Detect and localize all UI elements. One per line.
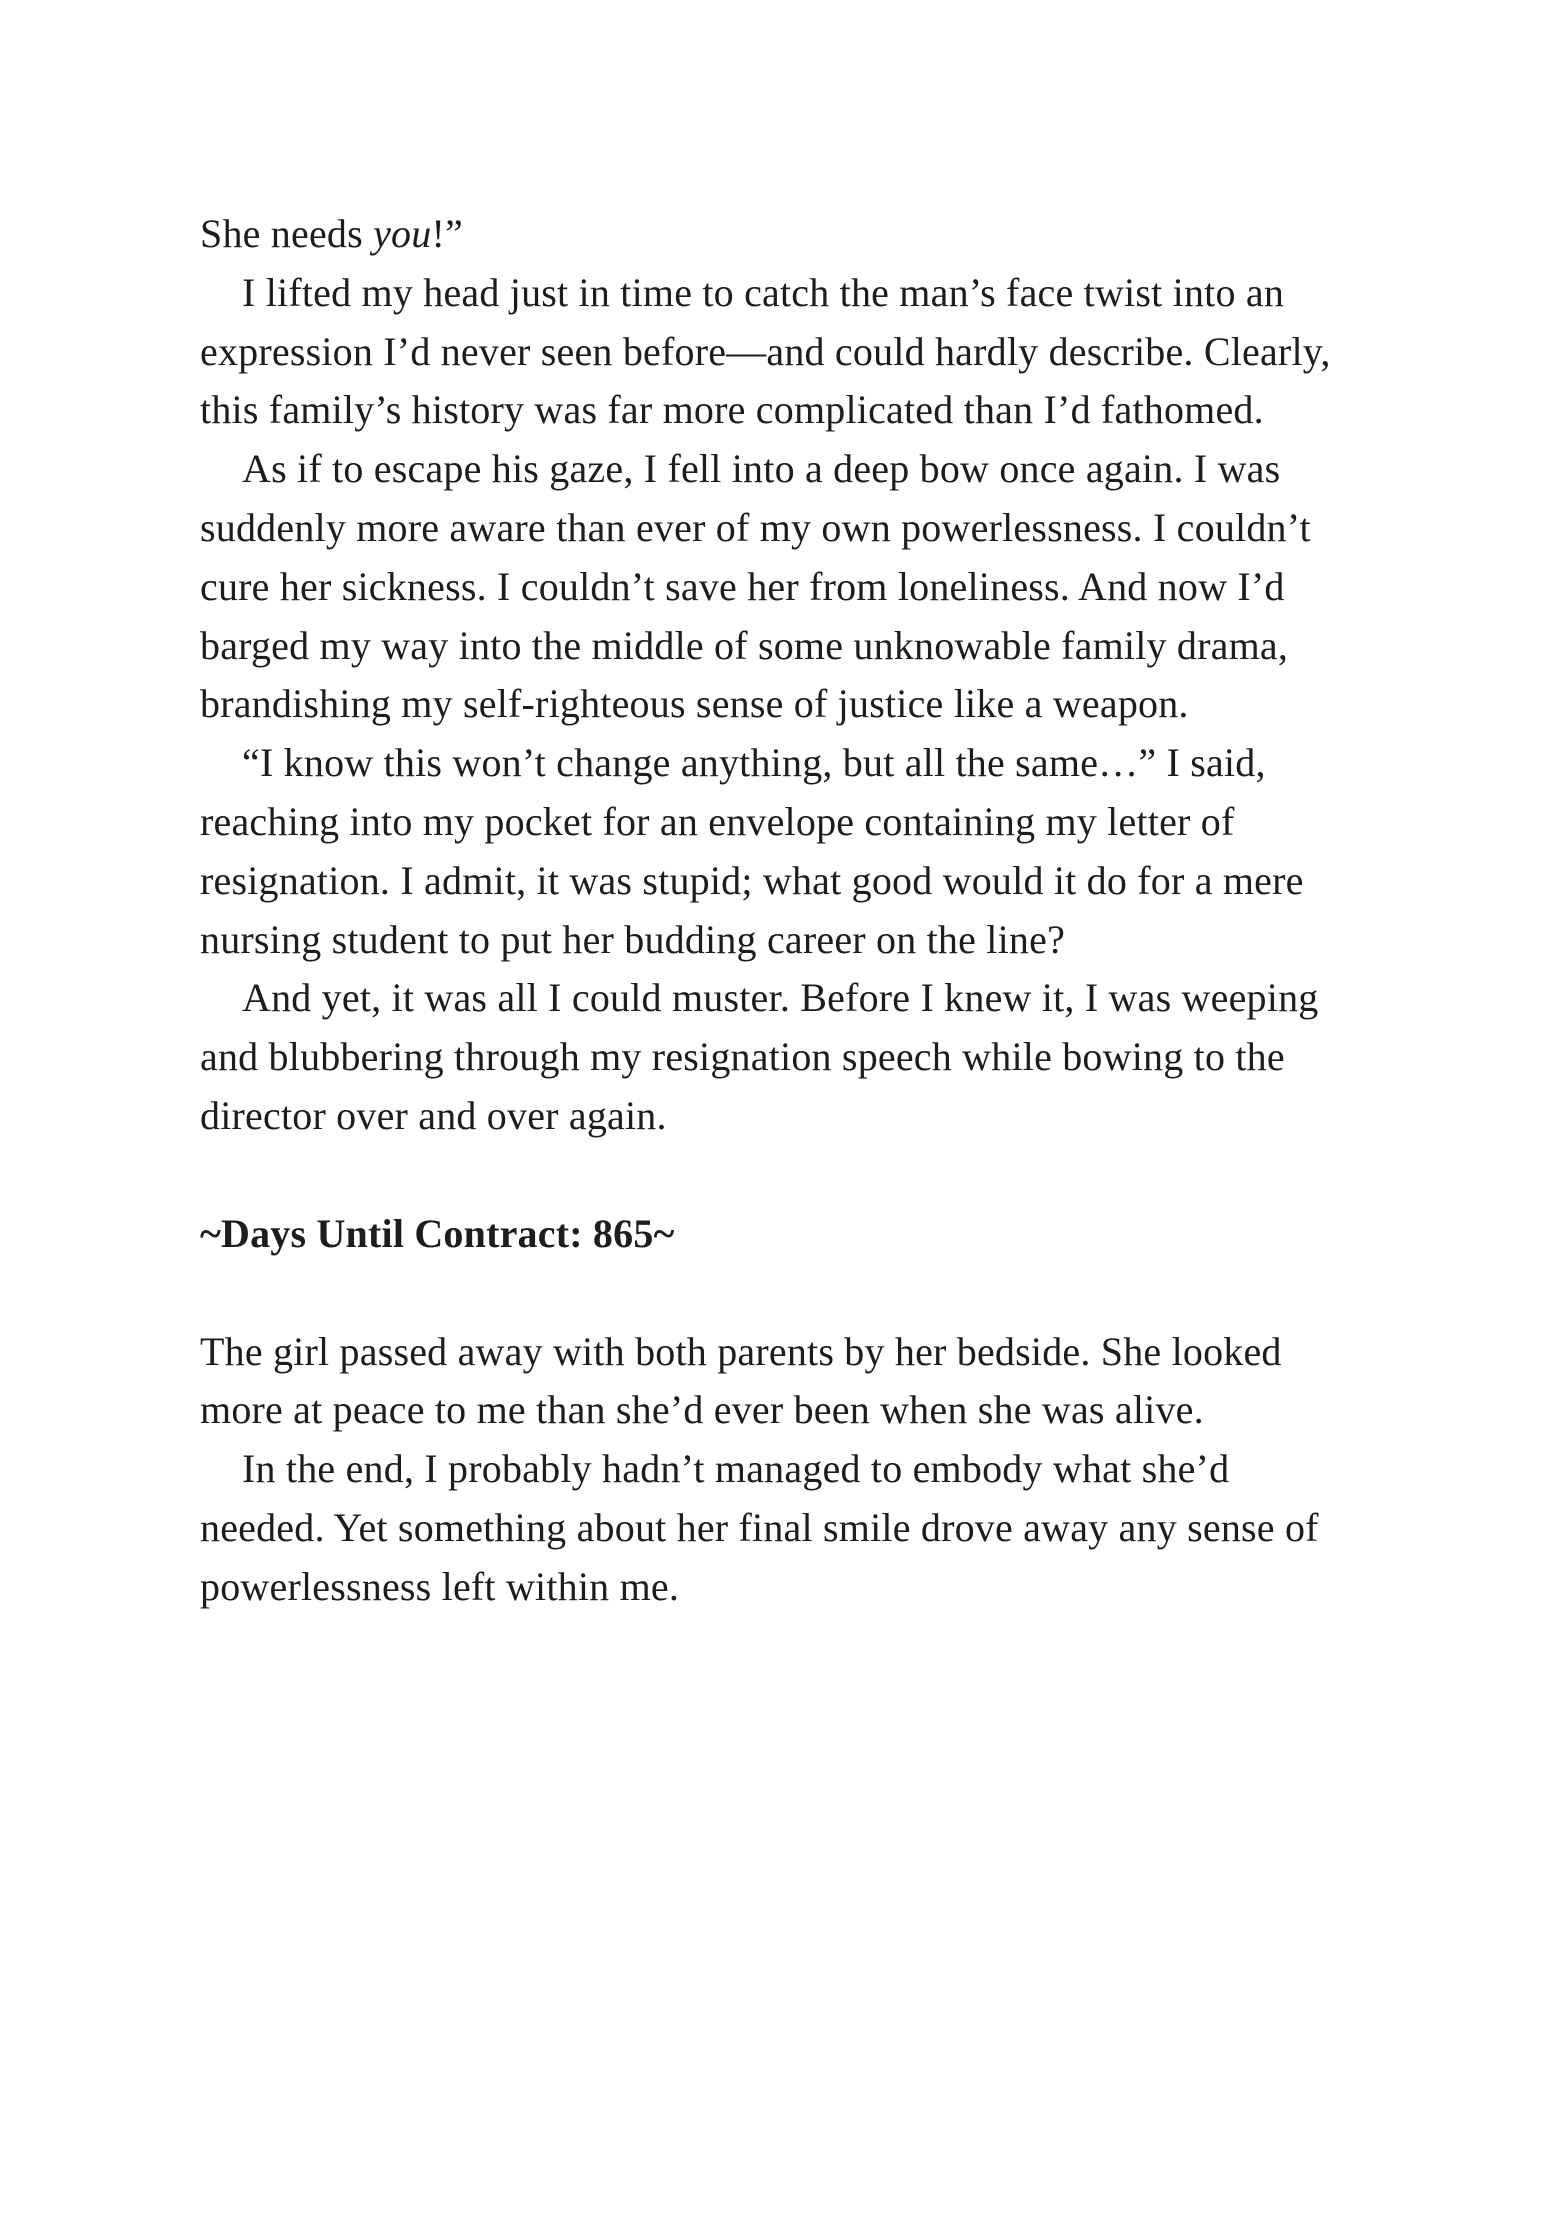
- text-segment: And yet, it was all I could muster. Before I knew it, I was weeping and blubbering through my resignation speech while bowing to the director over and over again.: [200, 975, 1319, 1138]
- paragraph: [200, 969, 1340, 1145]
- text-segment: “I know this won’t change anything, but all the same…” I said, reaching into my pocket for an envelope containing my letter of resignation. I admit, it was stupid; what good would it do for a mere nursing student to put her budding career on the line?: [200, 740, 1304, 962]
- section-heading: [200, 1205, 1340, 1264]
- text-segment: I lifted my head just in time to catch the man’s face twist into an expression I’d never seen before—and could hardly describe. Clearly, this family’s history was far more complicated than I’d fathomed.: [200, 269, 1331, 433]
- paragraph-dialogue-open: [200, 205, 1340, 264]
- text-segment: As if to escape his gaze, I fell into a deep bow once again. I was suddenly more aware than ever of my own powerlessness. I couldn’t cure her sickness. I couldn’t save her from loneliness. And now I’d barged my way into the middle of some unknowable family drama, brandishing my self-righteous sense of justice like a weapon.: [200, 446, 1311, 727]
- text-segment: She needs: [200, 211, 374, 256]
- paragraph: [200, 440, 1340, 734]
- page-text: [200, 205, 1340, 1617]
- text-segment: ~Days Until Contract: 865~: [200, 1210, 675, 1256]
- paragraph: [200, 264, 1340, 440]
- paragraph: [200, 1440, 1340, 1616]
- paragraph: [200, 734, 1340, 969]
- text-segment: The girl passed away with both parents by her bedside. She looked more at peace to me than she’d ever been when she was alive.: [200, 1328, 1282, 1433]
- text-segment: In the end, I probably hadn’t managed to embody what she’d needed. Yet something about her final smile drove away any sense of powerlessness left within me.: [200, 1446, 1319, 1609]
- paragraph: [200, 1323, 1340, 1441]
- italic-text: you: [373, 211, 432, 256]
- text-segment: !”: [431, 211, 463, 256]
